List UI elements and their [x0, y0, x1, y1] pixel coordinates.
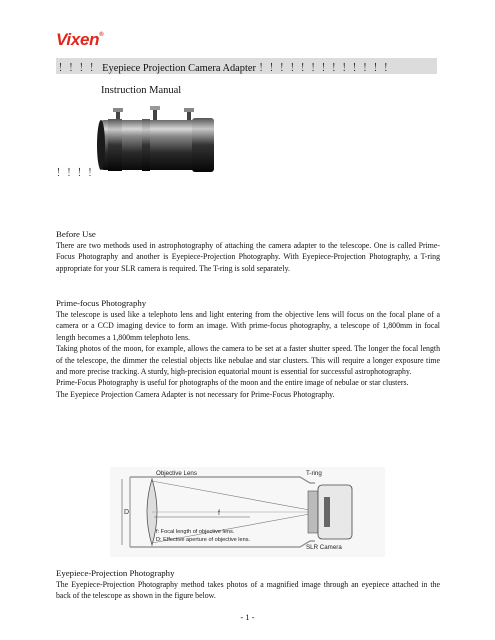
- page-number: - 1 -: [240, 612, 255, 622]
- f-label: f: [218, 510, 220, 517]
- d-label: D: [124, 509, 130, 516]
- section-heading: Prime-focus Photography: [56, 298, 147, 308]
- prime-focus-diagram: [110, 467, 385, 557]
- paragraph: The telescope is used like a telephoto lens and light entering from the objective lens will focus on the focal plane of a camera or a CCD imaging device to form an image. With prime-focus photography, a telescope of 1,800mm in focal length becomes a 1,800mm telephoto lens.: [56, 310, 440, 342]
- document-title: ！！！！ Eyepiece Projection Camera Adapter ！！！！！！！！！！！！！: [58, 63, 394, 74]
- section-heading: Eyepiece-Projection Photography: [56, 568, 175, 578]
- objective-lens-label: Objective Lens: [156, 470, 197, 477]
- paragraph: The Eyepiece Projection Camera Adapter is not necessary for Prime-Focus Photography.: [56, 389, 335, 399]
- thumb-screw: [113, 108, 123, 120]
- thumb-screw: [184, 108, 194, 120]
- section-body: [56, 240, 440, 274]
- paragraph: The Eyepiece-Projection Photography method takes photos of a magnified image through an eyepiece attached in the back of the telescope as shown in the figure below.: [56, 580, 440, 601]
- camera-adapter-photo: [92, 104, 222, 176]
- section-heading: Before Use: [56, 229, 96, 239]
- slr-camera-label: SLR Camera: [306, 544, 342, 551]
- t-ring-shape: [308, 491, 318, 533]
- vixen-logo: Vixen®: [56, 30, 104, 49]
- t-ring-label: T-ring: [306, 470, 322, 477]
- document-subtitle: Instruction Manual: [101, 85, 182, 96]
- paragraph: Taking photos of the moon, for example, allows the camera to be set at a faster shutter speed. The longer the focal length of the telescope, the dimmer the celestial objects like nebulae and star clusters. This will require a longer exposure time and more precise tracking. A sturdy, high-precision equatorial mount is essential for successful astrophotography.: [56, 344, 440, 377]
- thumb-screw: [150, 106, 160, 120]
- side-marks: ！！！！: [56, 168, 98, 179]
- paragraph: There are two methods used in astrophotography of attaching the camera adapter to the telescope. One is called Prime-Focus Photography and another is Eyepiece-Projection Photography. With Eyepiece-Projection Photography, a T-ring appropriate for your SLR camera is required. The T-ring is sold separately.: [56, 241, 440, 273]
- section-body: [56, 309, 440, 400]
- slr-camera-shape: [318, 485, 352, 539]
- paragraph: Prime-Focus Photography is useful for photographs of the moon and the entire image of nebulae or star clusters.: [56, 378, 409, 388]
- legend-d: D: Effective aperture of objective lens.: [156, 537, 251, 543]
- legend-f: f: Focal length of objective lens.: [156, 529, 235, 535]
- section-body: [56, 579, 440, 602]
